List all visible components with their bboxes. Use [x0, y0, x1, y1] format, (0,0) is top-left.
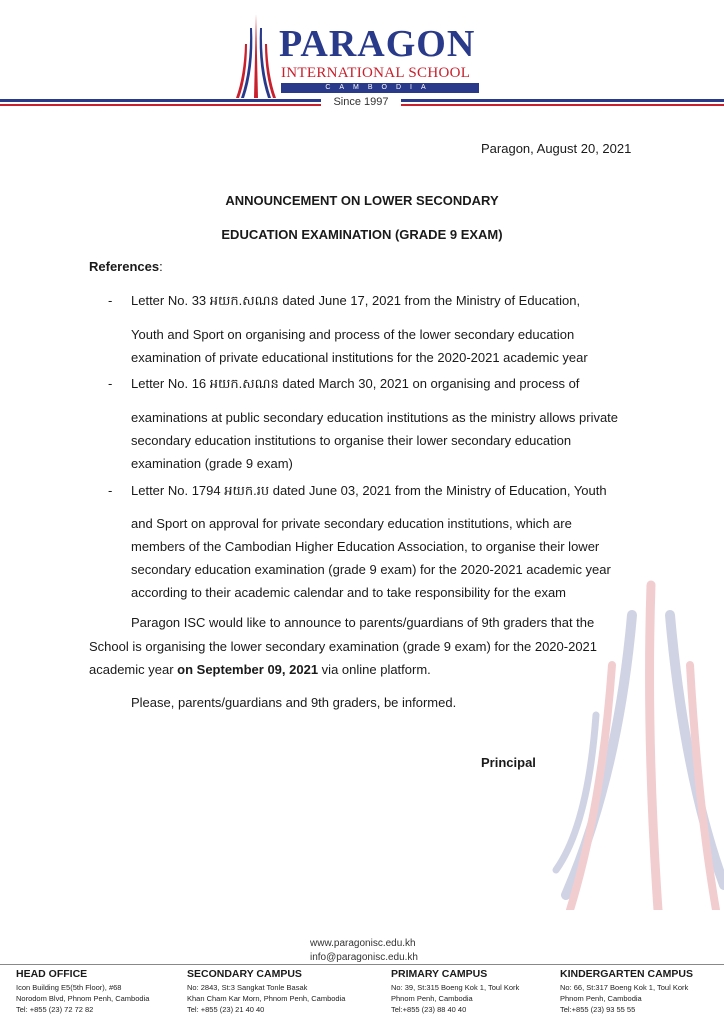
campus-secondary	[187, 968, 345, 1015]
reference-2-line: examination (grade 9 exam)	[131, 456, 293, 471]
campus-primary	[391, 968, 519, 1015]
school-subtitle: INTERNATIONAL SCHOOL	[281, 65, 471, 81]
reference-2-line: secondary education institutions to organise their lower secondary education	[131, 433, 572, 448]
reference-3-line: and Sport on approval for private secondary education institutions, which are	[131, 516, 572, 531]
campus-address: Phnom Penh, Cambodia	[391, 994, 473, 1003]
announcement-paragraph-line: School is organising the lower secondary examination (grade 9 exam) for the 2020-2021	[89, 639, 598, 654]
signature-title: Principal	[481, 755, 536, 770]
reference-2-bullet: -	[108, 376, 113, 391]
campus-phone: Tel: +855 (23) 72 72 82	[16, 1005, 94, 1014]
reference-3-line: members of the Cambodian Higher Education Association, to organise their lower	[131, 539, 600, 554]
reference-1-bullet: -	[108, 293, 113, 308]
announcement-title-line1: ANNOUNCEMENT ON LOWER SECONDARY	[225, 193, 499, 208]
reference-1-line: Letter No. 33 អយក.សណន dated June 17, 2021 from the Ministry of Education,	[131, 293, 581, 308]
reference-3-bullet: -	[108, 483, 113, 498]
exam-date-highlight: on September 09, 2021	[177, 662, 319, 677]
campus-address: Phnom Penh, Cambodia	[560, 994, 642, 1003]
references-label: References	[89, 259, 160, 274]
campus-phone: Tel: +855 (23) 21 40 40	[187, 1005, 265, 1014]
campus-title: KINDERGARTEN CAMPUS	[560, 968, 694, 980]
reference-3-line: according to their academic calendar and to take responsibility for the exam	[131, 585, 567, 600]
campus-kindergarten	[560, 968, 693, 1015]
website-link[interactable]: www.paragonisc.edu.kh	[310, 938, 416, 949]
reference-1-line: examination of private educational institutions for the 2020-2021 academic year	[131, 350, 588, 365]
campus-address: Khan Cham Kar Morn, Phnom Penh, Cambodia	[187, 994, 346, 1003]
campus-head-office	[16, 968, 149, 1015]
campus-address: No: 66, St:317 Boeng Kok 1, Toul Kork	[560, 983, 689, 992]
closing-paragraph: Please, parents/guardians and 9th graders, be informed.	[131, 695, 457, 710]
reference-1-line: Youth and Sport on organising and process of the lower secondary education	[131, 327, 575, 342]
campus-address: No: 39, St:315 Boeng Kok 1, Toul Kork	[391, 983, 520, 992]
reference-3-line: secondary education examination (grade 9 exam) for the 2020-2021 academic year	[131, 562, 611, 577]
paragraph-text: academic year	[89, 662, 178, 677]
since-label: Since 1997	[321, 93, 401, 110]
email-link[interactable]: info@paragonisc.edu.kh	[310, 952, 418, 963]
announcement-title-line2: EDUCATION EXAMINATION (GRADE 9 EXAM)	[221, 227, 503, 242]
campus-phone: Tel:+855 (23) 88 40 40	[391, 1005, 467, 1014]
campus-title: HEAD OFFICE	[16, 968, 88, 980]
announcement-paragraph-line	[89, 661, 431, 679]
campus-phone: Tel:+855 (23) 93 55 55	[560, 1005, 636, 1014]
campus-address: Icon Building E5(5th Floor), #68	[16, 983, 122, 992]
reference-2-line: Letter No. 16 អយក.សណន dated March 30, 2021 on organising and process of	[131, 376, 580, 391]
campus-address: Norodom Blvd, Phnom Penh, Cambodia	[16, 994, 150, 1003]
country-bar: CAMBODIA	[281, 83, 479, 93]
school-emblem-icon	[236, 14, 276, 98]
campus-address: No: 2843, St:3 Sangkat Tonle Basak	[187, 983, 308, 992]
footer-divider	[0, 964, 724, 965]
reference-3-line: Letter No. 1794 អយក.រប dated June 03, 2021 from the Ministry of Education, Youth	[131, 483, 607, 498]
announcement-paragraph-line: Paragon ISC would like to announce to parents/guardians of 9th graders that the	[131, 615, 595, 630]
school-name: PARAGON	[279, 23, 476, 65]
references-colon: :	[159, 259, 163, 274]
reference-2-line: examinations at public secondary education institutions as the ministry allows private	[131, 410, 619, 425]
references-heading	[89, 258, 163, 276]
campus-title: PRIMARY CAMPUS	[391, 968, 488, 980]
campus-title: SECONDARY CAMPUS	[187, 968, 302, 980]
paragraph-text: via online platform.	[318, 662, 431, 677]
letter-date: Paragon, August 20, 2021	[481, 141, 632, 156]
